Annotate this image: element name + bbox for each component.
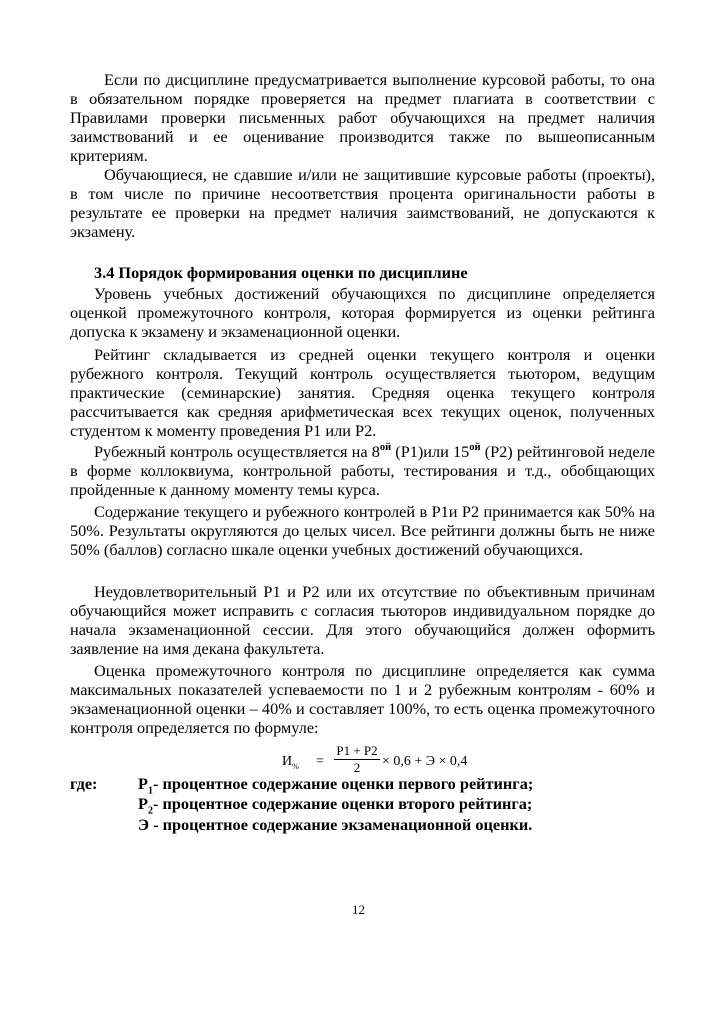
formula-numerator: Р1 + Р2 — [334, 743, 380, 760]
legend-label: где: — [70, 774, 98, 793]
paragraph-achievement-level: Уровень учебных достижений обучающихся по дисциплине определяется оценкой промежуточного контроля, которая формируется из оценки рейтинга допуска к экзамену и экзаменационной оценки. — [70, 284, 655, 341]
midterm-text-a: Рубежный контроль осуществляется на 8 — [94, 442, 380, 461]
midterm-text-b: (Р1)или 15 — [391, 442, 470, 461]
midterm-ordinal-2: ой — [469, 442, 481, 453]
legend-item-r1: $Р_1-$ процентное содержание оценки первого рейтинга; — [138, 774, 534, 797]
paragraph-final-grade: Оценка промежуточного контроля по дисциплине определяется как сумма максимальных показателей успеваемости по 1 и 2 рубежным контролям - 60% и экзаменационной оценки – 40% и составляет 100%, то есть оценка промежуточного контроля определяется по формуле: — [70, 661, 655, 737]
paragraph-control-ratio: Содержание текущего и рубежного контролей в Р1и Р2 принимается как 50% на 50%. Результаты округляются до целых чисел. Все рейтинги должны быть не ниже 50% (баллов) согласно шкале оценки учебных достижений обучающихся. — [70, 502, 655, 559]
formula-rest: × 0,6 + Э × 0,4 — [382, 754, 468, 769]
formula-fraction — [334, 743, 380, 776]
formula-lhs: $И_{\%}$ — [282, 754, 299, 771]
paragraph-coursework-plagiarism: Если по дисциплине предусматривается выполнение курсовой работы, то она в обязательном порядке проверяется на предмет плагиата в соответствии с Правилами проверки письменных работ обучающихся на предмет наличия заимствований и ее оценивание производится также по вышеописанным критериям. — [70, 70, 655, 165]
legend-item-exam: Э - процентное содержание экзаменационной оценки. — [138, 815, 533, 834]
formula-equals: = — [316, 754, 324, 769]
midterm-text-c: (Р2) рейтинговой неделе в форме коллоквиума, контрольной работы, тестирования и т.д., обобщающих пройденные к данному моменту темы курса. — [70, 442, 656, 499]
legend-item-r2: $Р_2-$ процентное содержание оценки второго рейтинга; — [138, 794, 533, 817]
grade-formula — [282, 743, 522, 777]
midterm-ordinal-1: ой — [379, 442, 392, 453]
paragraph-coursework-admission: Обучающиеся, не сдавшие и/или не защитившие курсовые работы (проекты), в том числе по причине несоответствия процента оригинальности работы в результате ее проверки на предмет наличия заимствований, не допускаются к экзамену. — [70, 165, 655, 241]
section-heading: 3.4 Порядок формирования оценки по дисциплине — [94, 263, 468, 282]
formula-denominator: 2 — [353, 760, 361, 775]
paragraph-rating-composition: Рейтинг складывается из средней оценки текущего контроля и оценки рубежного контроля. Текущий контроль осуществляется тьютором, ведущим практические (семинарские) занятия. Средняя оценка текущего контроля рассчитывается как средняя арифметическая всех текущих оценок, полученных студентом к моменту проведения Р1 или Р2. — [70, 345, 655, 440]
page-number: 12 — [352, 902, 365, 917]
paragraph-midterm-control — [70, 442, 655, 499]
paragraph-retake: Неудовлетворительный Р1 и Р2 или их отсутствие по объективным причинам обучающийся может исправить с согласия тьюторов индивидуальном порядке до начала экзаменационной сессии. Для этого обучающийся должен оформить заявление на имя декана факультета. — [70, 582, 655, 658]
